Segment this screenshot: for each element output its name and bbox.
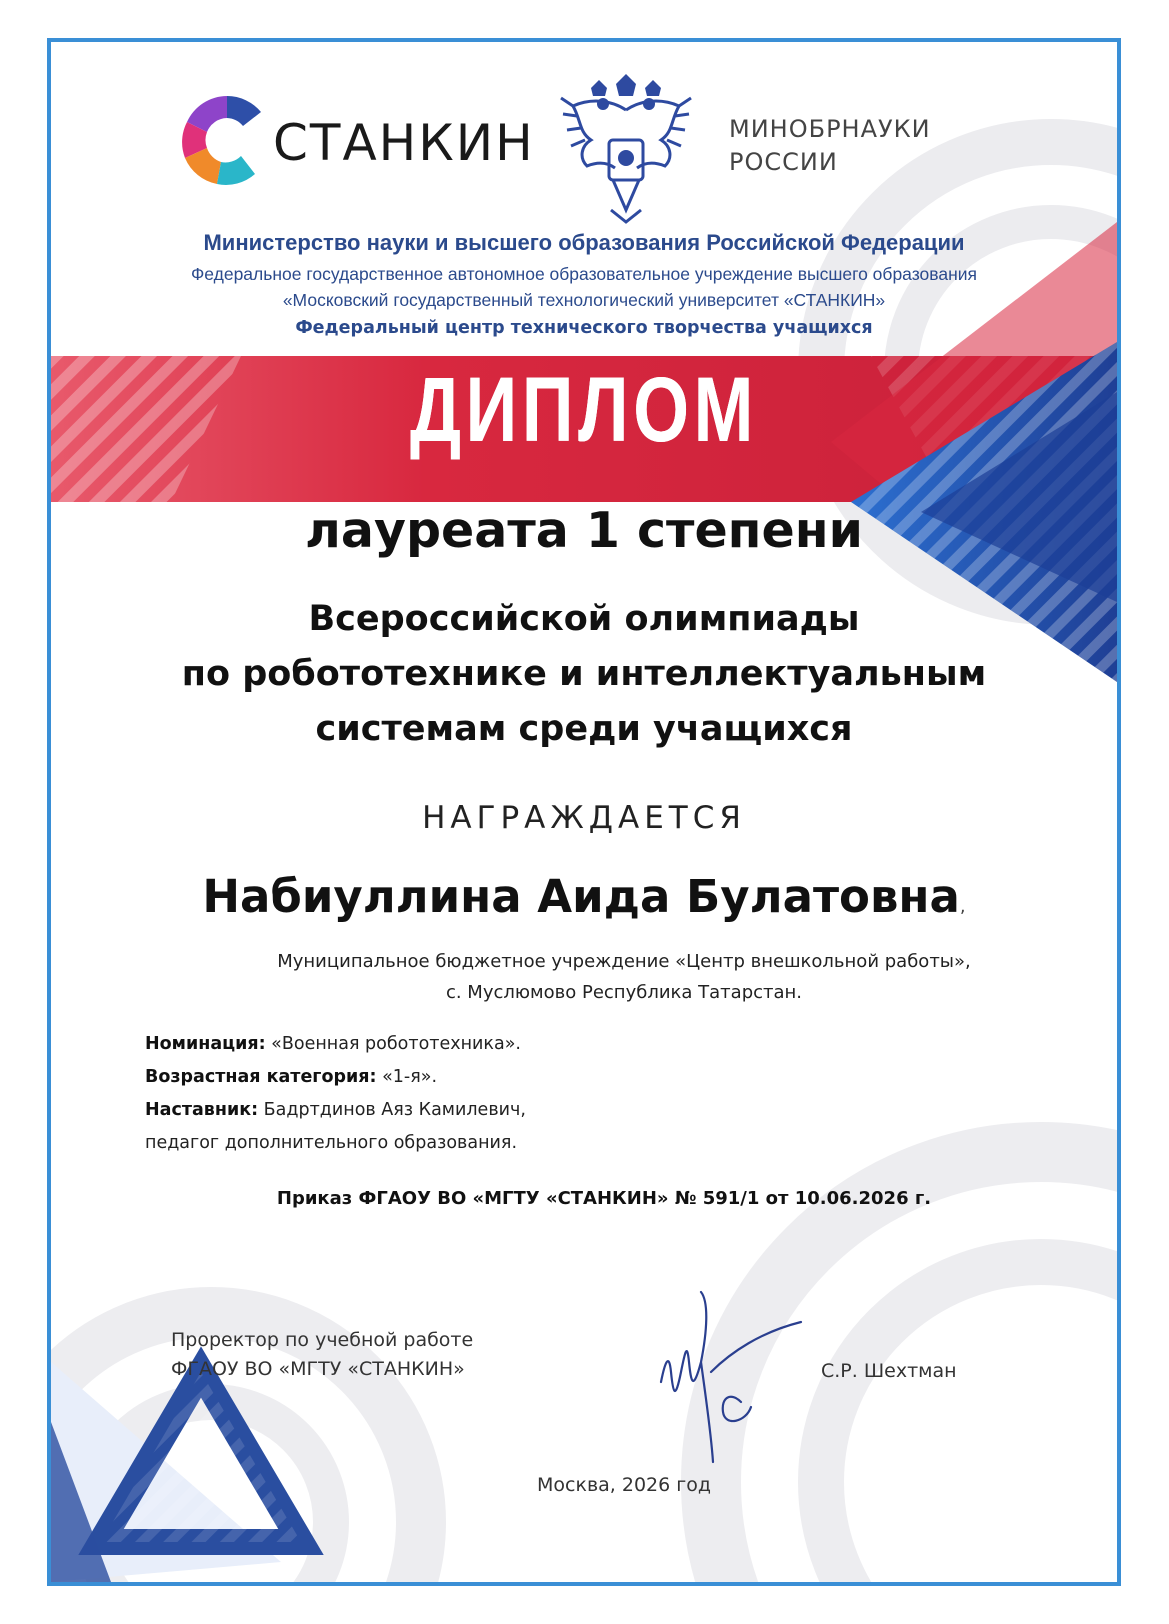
city-year: Москва, 2026 год [537, 1474, 711, 1496]
coat-of-arms-emblem [551, 70, 701, 230]
diploma-title: ДИПЛОМ [409, 359, 759, 461]
olympiad-title [51, 592, 1117, 757]
mentor-row [145, 1094, 526, 1127]
nomination-value: «Военная робототехника». [265, 1034, 521, 1054]
ministry-logo-text [729, 113, 931, 179]
mentor-role: педагог дополнительного образования. [145, 1133, 518, 1153]
awarded-label: НАГРАЖДАЕТСЯ [422, 800, 746, 836]
mentor-label: Наставник: [145, 1100, 259, 1120]
recipient-name-row [51, 870, 1117, 923]
signer-position-line-1: Проректор по учебной работе [171, 1329, 474, 1351]
nomination-row [145, 1028, 526, 1061]
header-center-line: Федеральный центр технического творчества учащихся [295, 318, 873, 338]
header-ministry-line: Министерство науки и высшего образования Российской Федерации [203, 230, 965, 255]
age-category-value: «1-я». [376, 1067, 438, 1087]
signer-position-line-2: ФГАОУ ВО «МГТУ «СТАНКИН» [171, 1358, 465, 1380]
order-reference: Приказ ФГАОУ ВО «МГТУ «СТАНКИН» № 591/1 от 10.06.2026 г. [276, 1188, 932, 1209]
olympiad-line-1: Всероссийской олимпиады [308, 599, 860, 639]
age-category-row [145, 1061, 526, 1094]
ministry-line-2: РОССИИ [729, 148, 838, 176]
recipient-name: Набиуллина Аида Булатовна [202, 870, 960, 923]
nomination-label: Номинация: [145, 1034, 266, 1054]
award-details [145, 1028, 526, 1160]
organization-line-1: Муниципальное бюджетное учреждение «Центр внешкольной работы», [277, 951, 971, 972]
signer-position [171, 1326, 473, 1384]
header-institution-line: Федеральное государственное автономное образовательное учреждение высшего образования [190, 264, 978, 284]
ministry-line-1: МИНОБРНАУКИ [729, 115, 931, 143]
age-category-label: Возрастная категория: [145, 1067, 377, 1087]
signer-name: С.Р. Шехтман [821, 1360, 957, 1382]
header-university-line: «Московский государственный технологический университет «СТАНКИН» [282, 290, 886, 310]
olympiad-line-2: по робототехнике и интеллектуальным [181, 654, 987, 694]
stankin-logo-text: СТАНКИН [273, 114, 535, 172]
mentor-value: Бадртдинов Аяз Камилевич, [258, 1100, 526, 1120]
recipient-organization [91, 946, 1121, 1008]
diploma-frame [47, 38, 1121, 1586]
laureate-degree: лауреата 1 степени [305, 502, 863, 559]
stankin-logo-icon [177, 90, 277, 190]
olympiad-line-3: системам среди учащихся [315, 709, 853, 749]
recipient-name-comma: , [959, 896, 966, 917]
organization-line-2: с. Муслюмово Республика Татарстан. [445, 982, 803, 1003]
handwritten-signature [651, 1272, 821, 1472]
